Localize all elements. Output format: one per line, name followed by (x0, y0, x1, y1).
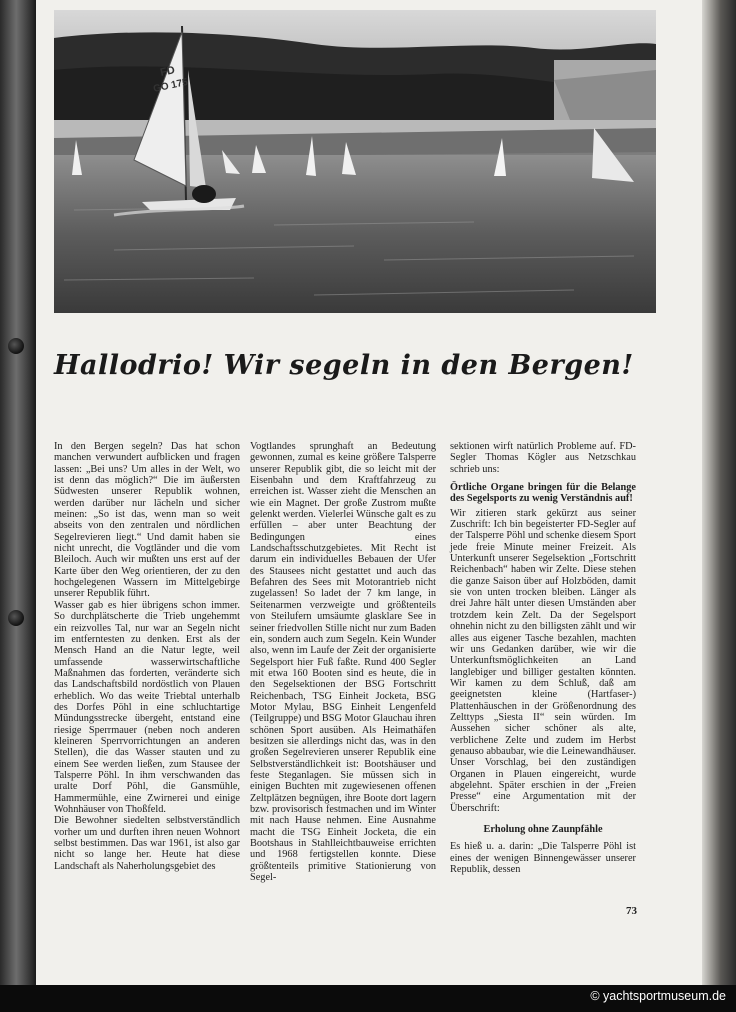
paragraph: sektionen wirft natürlich Probleme auf. FD-Segler Thomas Kögler aus Netzschkau schrieb uns: (450, 441, 636, 475)
page-stack-edge (702, 0, 736, 985)
section-subheading: Erholung ohne Zaunpfähle (483, 824, 603, 835)
article-headline: Hallodrio! Wir segeln in den Bergen! (54, 350, 634, 381)
text-column-2 (250, 441, 436, 883)
sail-number-label: FD (159, 64, 176, 79)
paragraph: Wasser gab es hier übrigens schon immer. So durchplätscherte die Trieb ungehemmt ein reizvolles Tal, nur war an Segeln nicht im entferntesten zu denken. Erst als der Mensch Hand an die Natur legte, weil umfassende wasserwirtschaftliche Maßnahmen das forderten, veränderte sich das Landschaftsbild nordöstlich von Plauen erheblich. Wo das weite Triebtal unterhalb des Dorfes Pöhl in eine schluchtartige Mündungsstrecke übergeht, entstand eine riesige Sperrmauer (neben noch anderen kleineren Sperrvorrichtungen an anderen Stellen), die das Wasser stauten und zu einem See werden ließen, zum Stausee der Talsperre Pöhl. In ihm verschwanden das uralte Dorf Pöhl, die Gansmühle, Hammermühle, eine Zwirnerei und einige Wohnhäuser von Thoßfeld. (54, 599, 240, 815)
paragraph: Es hieß u. a. darin: „Die Talsperre Pöhl ist eines der wenigen Binnengewässer unserer Republik, dessen (450, 841, 636, 876)
binder-ring-icon (8, 610, 24, 626)
binder-ring-icon (8, 338, 24, 354)
paragraph: Die Bewohner siedelten selbstverständlich vorher um und durften ihren neuen Wohnort selbst bestimmen. Das war 1961, ist also gar nicht so lange her. Heute hat diese Landschaft als Naherholungsgebiet des (54, 815, 240, 872)
section-heading: Örtliche Organe bringen für die Belange des Segelsports zu wenig Verständnis auf! (450, 482, 636, 505)
paragraph: In den Bergen segeln? Das hat schon manchen verwundert aufblicken und fragen lassen: „Bei uns? Um alles in der Welt, wo ist denn das möglich?“ Die im äußersten Südwesten unserer Republik wohnen, werden darüber nur lächeln und sicher meinen: „So ist das, wenn man so weit abseits von den zentralen und nördlichen Segelrevieren liegt.“ Und damit haben sie nicht unrecht, die Vogtländer und die vom Bleiloch. Auch wir mußten uns erst auf der Karte über den Weg orientieren, der zu den hochgelegenen Wassern im Mittelgebirge unserer Republik führt. (54, 441, 240, 600)
paragraph: Vogtlandes sprunghaft an Bedeutung gewonnen, zumal es keine größere Talsperre unserer Republik gibt, die so leicht mit der Eisenbahn und dem Kraftfahrzeug zu erreichen ist. Wasser zieht die Menschen an wie ein Magnet. Der große Zustrom mußte gelenkt werden. Vielerlei Wünsche galt es zu erfüllen – aber unter Beachtung der Bedingungen eines Landschaftsschutzgebietes. Mit Recht ist darum ein individuelles Bebauen der Ufer des Stausees nicht gestattet und auch das Befahren des Sees mit Motorantrieb nicht zugelassen! So ladet der 7 km lange, in Seitenarmen verzweigte und größtenteils von Steilufern umsäumte glasklare See in seiner friedvollen Stille nicht nur zum Baden ein, sondern auch zum Segeln. Kein Wunder also, wenn im Laufe der Zeit der organisierte Segelsport hier Fuß faßte. Rund 400 Segler mit etwa 160 Booten sind es heute, die in den Segelsektionen der BSG Fortschritt Reichenbach, TSG Einheit Jocketa, BSG Motor Mylau, BSG Einheit Lengenfeld (Teilgruppe) und BSG Motor Glauchau ihren schönen Sport ausüben. Als Heimathäfen besitzen sie allerdings nicht das, was in den großen Segelrevieren unserer Republik eine Selbstverständlichkeit ist: Bootshäuser und feste Steganlagen. Sie müssen sich in einigen Buchten mit zugewiesenen offenen Zeltplätzen begnügen, ihre Boote dort lagern bzw. provisorisch festmachen und im Winter mit nach Hause nehmen. Eine Ausnahme macht die TSG Einheit Jocketa, die ein Bootshaus in Stahlleichtbauweise errichten und 1968 fertigstellen konnte. Diese größtenteils primitive Stationierung von Segel- (250, 441, 437, 884)
sailboats-photo-icon (54, 10, 656, 313)
paragraph: Wir zitieren stark gekürzt aus seiner Zuschrift: Ich bin begeisterter FD-Segler auf der Talsperre Pöhl und schenke diesem Sport jede freie Minute meiner Freizeit. Als Unterkunft unserer Segelsektion „Fortschritt Reichenbach“ haben wir Zelte. Diese stehen die ganze Saison über auf Holzböden, damit sie von unten trocken bleiben. Länger als drei Jahre hält unter diesen Umständen aber trotzdem kein Zelt. Da der Segelsport ohnehin nicht zu den billigsten zählt und wir alles aus eigener Tasche bezahlen, machten wir uns Gedanken darüber, wie wir die Unterkunftsmöglichkeiten an Land langlebiger und billiger gestalten könnten. Wir kamen zu dem Schluß, daß am geeignetsten kleine (Hartfaser-) Plattenhäuschen in der Größenordnung des Zelttyps „Siesta II“ sein würden. Im Aussehen sicher schöner als alte, verblichene Zelte und zudem im Herbst genauso abbaubar, wie die Leinewandhäuser. Unser Vorschlag, bei den zuständigen Organen in Plauen eingereicht, wurde abgelehnt. Später erschien in der „Freien Presse“ eine Argumentation mit der Überschrift: (450, 507, 637, 814)
text-column-3 (450, 441, 636, 875)
page-number: 73 (626, 905, 637, 917)
text-column-1 (54, 441, 240, 872)
sail-number-label: GO 175 (152, 76, 189, 95)
sailboats-photo (54, 10, 656, 313)
watermark-label: © yachtsportmuseum.de (590, 989, 726, 1003)
magazine-page (36, 0, 702, 985)
binder-spine-left (0, 0, 36, 985)
